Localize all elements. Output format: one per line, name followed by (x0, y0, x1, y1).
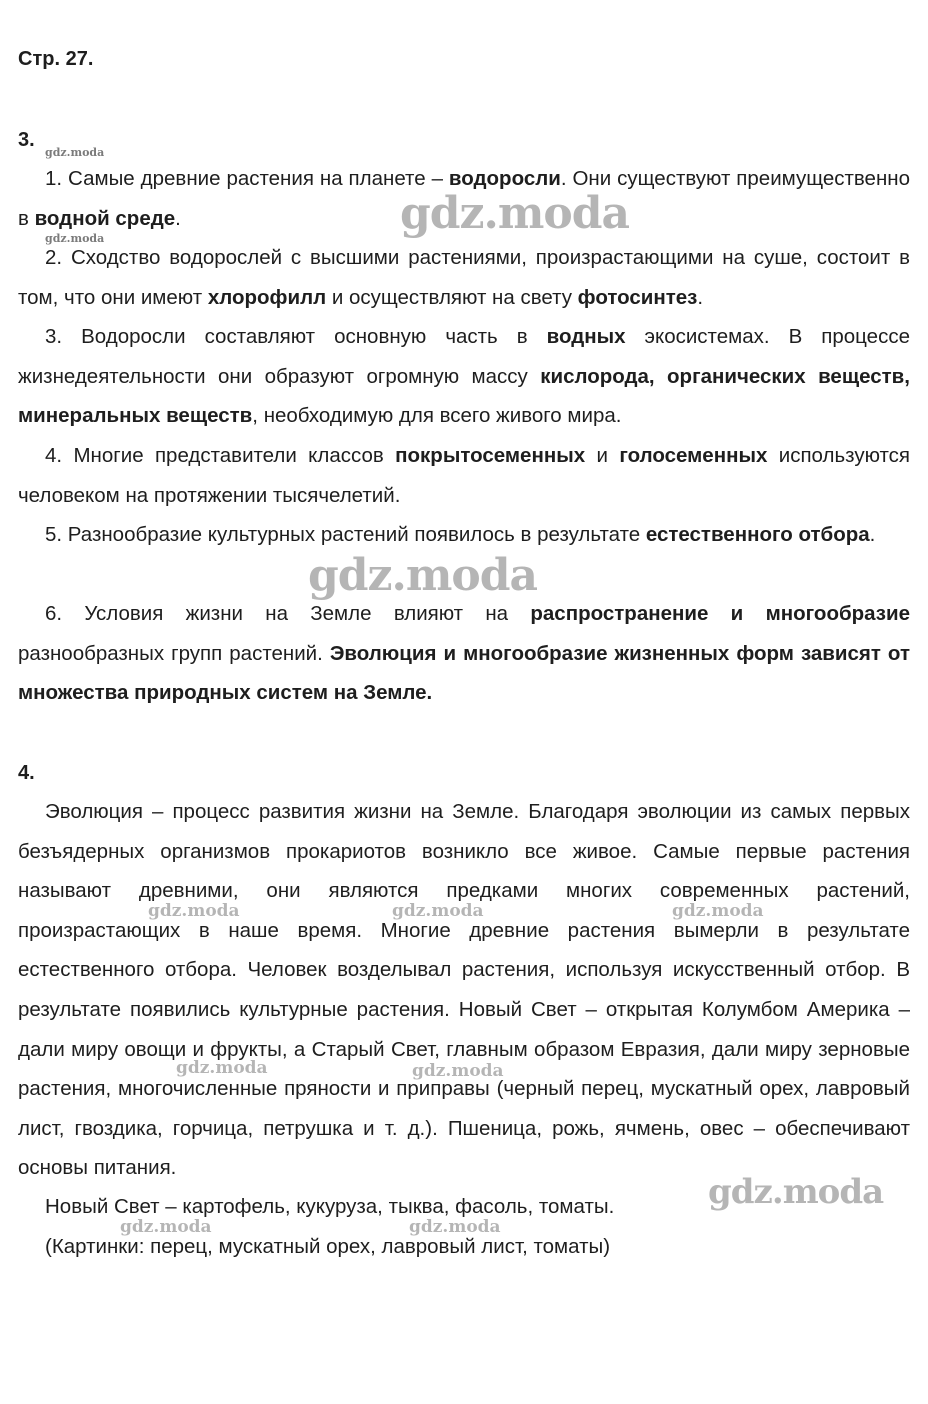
text-run: разнообразных групп растений. (18, 641, 330, 665)
bold-term: фотосинтез (577, 285, 698, 309)
bold-term: Эволюция и многообразие жизненных форм зависят от множества природных систем на Земле. (18, 641, 910, 705)
watermark: gdz.moda (708, 1172, 884, 1212)
page-label: Стр. 27. (18, 48, 94, 70)
section-3-item-1 (18, 159, 910, 238)
bold-term: водной среде (34, 206, 176, 230)
watermark: gdz.moda (45, 232, 105, 245)
section-4-new-world: Новый Свет – картофель, кукуруза, тыква, фасоль, томаты. (45, 1195, 615, 1218)
section-4-number: 4. (18, 762, 35, 784)
watermark: gdz.moda (176, 1058, 268, 1078)
text-run: 3. Водоросли составляют основную часть в (45, 325, 547, 348)
section-3-item-5 (18, 515, 910, 555)
watermark: gdz.moda (412, 1061, 504, 1081)
text-run: . (697, 285, 704, 309)
watermark: gdz.moda (409, 1217, 501, 1237)
bold-term: кислорода, органических веществ, минеральных веществ (18, 364, 910, 428)
bold-term: естественного отбора (645, 523, 870, 546)
section-3-item-3 (18, 317, 910, 436)
text-run: . (175, 206, 181, 230)
text-run: , необходимую для всего живого мира. (252, 404, 622, 428)
text-run: 4. Многие представители классов (45, 444, 396, 467)
text-run: . (869, 523, 876, 546)
watermark: gdz.moda (148, 901, 240, 921)
section-3-item-6 (18, 594, 910, 713)
text-run: 1. Самые древние растения на планете – (45, 167, 449, 190)
bold-term: водных (546, 325, 626, 348)
text-run: используются человеком на протяжении тысячелетий. (18, 444, 911, 507)
watermark: gdz.moda (400, 188, 630, 239)
bold-term: водоросли (448, 167, 561, 190)
bold-term: распространение и многообразие (530, 602, 910, 625)
section-3-item-4 (18, 436, 910, 515)
watermark: gdz.moda (308, 550, 538, 601)
bold-term: покрытосеменных (395, 444, 586, 467)
text-run: 5. Разнообразие культурных растений появилось в результате (45, 523, 646, 546)
bold-term: голосеменных (619, 444, 768, 467)
watermark: gdz.moda (672, 901, 764, 921)
watermark: gdz.moda (45, 146, 105, 159)
watermark: gdz.moda (120, 1217, 212, 1237)
bold-term: хлорофилл (207, 285, 327, 309)
text-run: 2. Сходство водорослей с высшими растениями, произрастающими на суше, состоит в том, что они имеют (18, 246, 910, 309)
text-run: и осуществляют на свету (326, 285, 578, 309)
section-3-number: 3. (18, 129, 35, 151)
watermark: gdz.moda (392, 901, 484, 921)
section-4-pictures-note: (Картинки: перец, мускатный орех, лавровый лист, томаты) (45, 1235, 611, 1258)
text-run: . Они существуют преимущественно в (18, 167, 910, 230)
section-3-item-2 (18, 238, 910, 317)
text-run: 6. Условия жизни на Земле влияют на (45, 602, 531, 625)
text-run: и (585, 444, 620, 467)
text-run: экосистемах. В процессе жизнедеятельности они образуют огромную массу (18, 325, 910, 388)
section-4-main-paragraph: Эволюция – процесс развития жизни на Земле. Благодаря эволюции из самых первых безъядерных организмов прокариотов возникло все живое. Самые первые растения называют древними, они являются предками многих современных растений, произрастающих в наше время. Многие древние растения вымерли в результате естественного отбора. Человек возделывал растения, используя искусственный отбор. В результате появились культурные растения. Новый Свет – открытая Колумбом Америка – дали миру овощи и фрукты, а Старый Свет, главным образом Евразия, дали миру зерновые растения, многочисленные пряности и приправы (черный перец, мускатный орех, лавровый лист, гвоздика, горчица, петрушка и т. д.). Пшеница, рожь, ячмень, овес – обеспечивают основы питания. (18, 800, 910, 1180)
